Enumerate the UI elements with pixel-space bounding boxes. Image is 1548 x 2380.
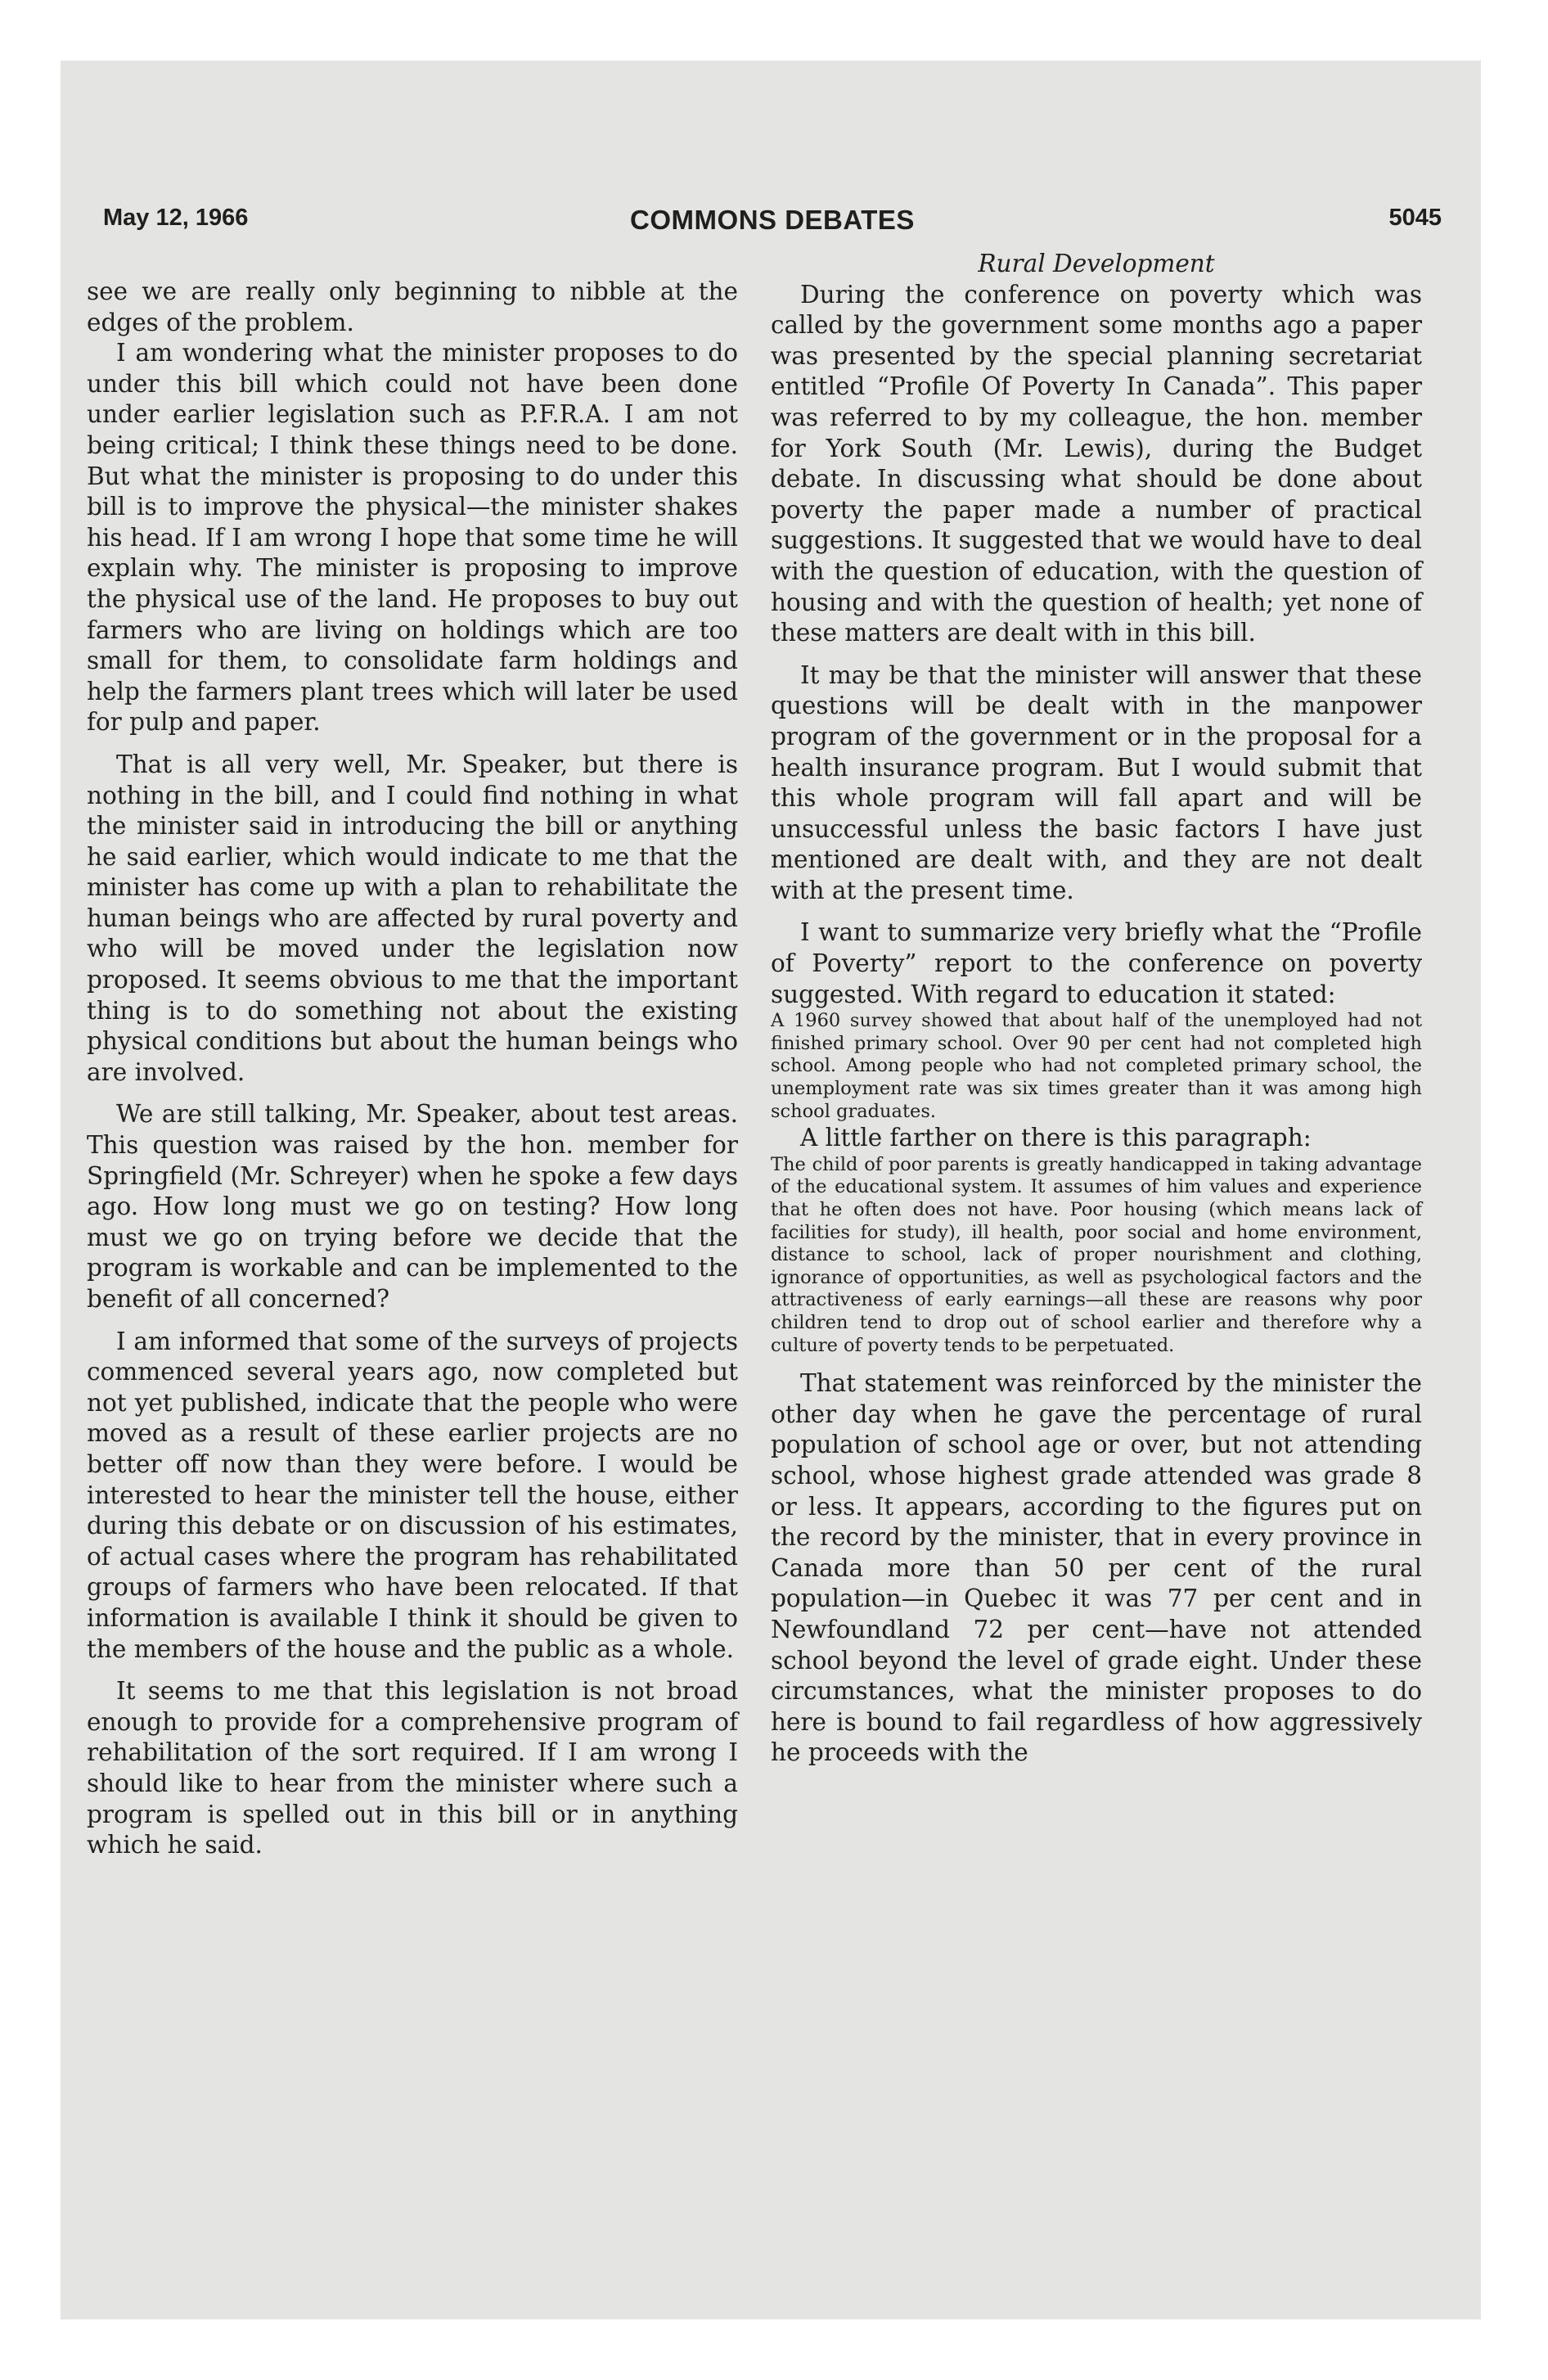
left-paragraph-2: I am wondering what the minister proposes to do under this bill which could not have been done under earlier legislation such as P.F.R.A. I am not being critical; I think these things need to be done. But what the minister is proposing to do under this bill is to improve the physical—the minister shakes his head. If I am wrong I hope that some time he will explain why. The minister is proposing to improve the physical use of the land. He proposes to buy out farmers who are living on holdings which are too small for them, to consolidate farm holdings and help the farmers plant trees which will later be used for pulp and paper. — [87, 339, 738, 737]
header-title: COMMONS DEBATES — [630, 205, 915, 235]
left-column — [87, 277, 738, 1861]
left-paragraph-4: We are still talking, Mr. Speaker, about test areas. This question was raised by the hon. member for Springfield (Mr. Schreyer) when he spoke a few days ago. How long must we go on testing? How long must we go on trying before we decide that the program is workable and can be implemented to the benefit of all concerned? — [87, 1100, 738, 1313]
right-column — [771, 249, 1422, 1769]
page — [61, 61, 1481, 2319]
running-head: Rural Development — [978, 250, 1215, 277]
right-paragraph-5: That statement was reinforced by the minister the other day when he gave the percentage of rural population of school age or over, but not attending school, whose highest grade attended was grade 8 or less. It appears, according to the figures put on the record by the minister, that in every province in Canada more than 50 per cent of the rural population—in Quebec it was 77 per cent and in Newfoundland 72 per cent—have not attended school beyond the level of grade eight. Under these circumstances, what the minister proposes to do here is bound to fail regardless of how aggressively he proceeds with the — [771, 1369, 1422, 1767]
left-paragraph-6: It seems to me that this legislation is not broad enough to provide for a comprehensive program of rehabilitation of the sort required. If I am wrong I should like to hear from the minister where such a program is spelled out in this bill or in anything which he said. — [87, 1677, 738, 1859]
left-paragraph-5: I am informed that some of the surveys of projects commenced several years ago, now completed but not yet published, indicate that the people who were moved as a result of these earlier projects are no better off now than they were before. I would be interested to hear the minister tell the house, either during this debate or on discussion of his estimates, of actual cases where the program has rehabilitated groups of farmers who have been relocated. If that information is available I think it should be given to the members of the house and the public as a whole. — [87, 1327, 738, 1663]
header-date: May 12, 1966 — [103, 205, 249, 231]
block-quote-1: A 1960 survey showed that about half of the unemployed had not finished primary school. Over 90 per cent had not completed high school. Among people who had not completed primary school, the unemployment rate was six times greater than it was among high school graduates. — [771, 1010, 1422, 1122]
right-paragraph-1: During the conference on poverty which was called by the government some months ago a paper was presented by the special planning secretariat entitled “Profile Of Poverty In Canada”. This paper was referred to by my colleague, the hon. member for York South (Mr. Lewis), during the Budget debate. In discussing what should be done about poverty the paper made a number of practical suggestions. It suggested that we would have to deal with the question of education, with the question of housing and with the question of health; yet none of these matters are dealt with in this bill. — [771, 280, 1422, 647]
left-paragraph-3: That is all very well, Mr. Speaker, but there is nothing in the bill, and I could find nothing in what the minister said in introducing the bill or anything he said earlier, which would indicate to me that the minister has come up with a plan to rehabilitate the human beings who are affected by rural poverty and who will be moved under the legislation now proposed. It seems obvious to me that the important thing is to do something not about the existing physical conditions but about the human beings who are involved. — [87, 750, 738, 1086]
right-paragraph-2: It may be that the minister will answer that these questions will be dealt with in the manpower program of the government or in the proposal for a health insurance program. But I would submit that this whole program will fall apart and will be unsuccessful unless the basic factors I have just mentioned are dealt with, and they are not dealt with at the present time. — [771, 660, 1422, 904]
header-page-number: 5045 — [1388, 205, 1442, 231]
right-paragraph-4: A little farther on there is this paragraph: — [800, 1124, 1312, 1152]
left-paragraph-1: see we are really only beginning to nibble at the edges of the problem. — [87, 277, 738, 336]
page-header — [103, 205, 1442, 237]
block-quote-2: The child of poor parents is greatly handicapped in taking advantage of the educational system. It assumes of him values and experience that he often does not have. Poor housing (which means lack of facilities for study), ill health, poor social and home environment, distance to school, lack of proper nourishment and clothing, ignorance of opportunities, as well as psychological factors and the attractiveness of early earnings—all these are reasons why poor children tend to drop out of school earlier and therefore why a culture of poverty tends to be perpetuated. — [771, 1153, 1422, 1356]
right-paragraph-3: I want to summarize very briefly what the “Profile of Poverty” report to the conference on poverty suggested. With regard to education it stated: — [771, 918, 1422, 1008]
